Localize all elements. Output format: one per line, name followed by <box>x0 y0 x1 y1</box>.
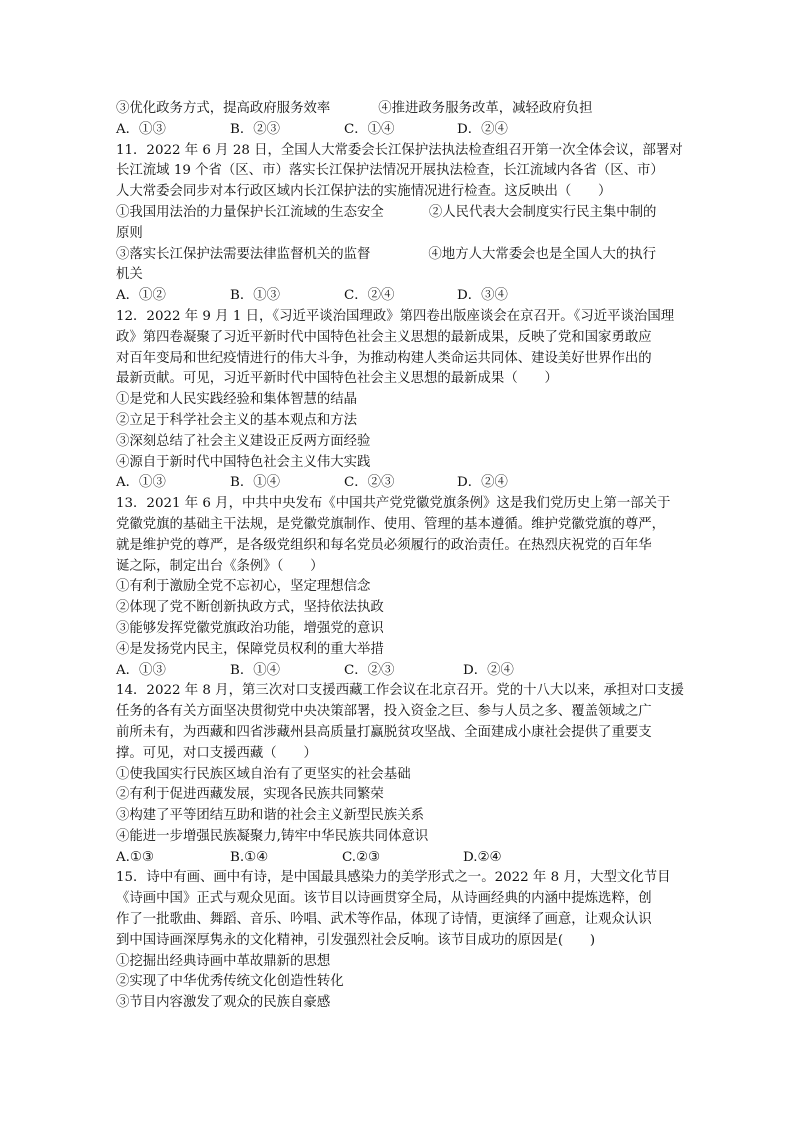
question-stem-line: 长江流域 19 个省（区、市）落实长江保护法情况开展执法检查，长江流域内各省（区、市） <box>116 163 664 179</box>
question-13-answers <box>116 661 686 682</box>
question-10-answers <box>116 120 686 141</box>
question-11-option-row <box>116 245 686 266</box>
answer-b: B．①④ <box>230 475 281 491</box>
option-3: ③落实长江保护法需要法律监督机关的监督 <box>116 246 371 262</box>
option-4: ④源自于新时代中国特色社会主义伟大实践 <box>116 454 371 470</box>
option-3: ③能够发挥党徽党旗政治功能，增强党的意识 <box>116 620 384 636</box>
option-3: ③节目内容激发了观众的民族自豪感 <box>116 995 331 1011</box>
question-10-options <box>116 99 686 120</box>
option-1: ①有利于激励全党不忘初心，坚定理想信念 <box>116 579 371 595</box>
question-stem-line: 撑。可见，对口支援西藏（ ） <box>116 745 317 761</box>
answer-c: C．②④ <box>344 288 395 304</box>
exam-content <box>116 99 686 1014</box>
question-stem-line: 11．2022 年 6 月 28 日，全国人大常委会长江保护法执法检查组召开第一次全体会议，部署对 <box>116 142 683 158</box>
option-2-continued: 原则 <box>116 225 143 241</box>
question-12 <box>116 307 686 494</box>
answer-a: A.①③ <box>116 849 154 865</box>
question-stem-line: 对百年变局和世纪疫情进行的伟大斗争，为推动构建人类命运共同体、建设美好世界作出的 <box>116 350 652 366</box>
option-2: ②有利于促进西藏发展，实现各民族共同繁荣 <box>116 787 384 803</box>
question-11 <box>116 141 686 307</box>
option-2: ②体现了党不断创新执政方式，坚持依法执政 <box>116 600 384 616</box>
answer-c: C．①④ <box>344 121 395 137</box>
option-4-continued: 机关 <box>116 267 143 283</box>
question-stem-line: 党徽党旗的基础主干法规，是党徽党旗制作、使用、管理的基本遵循。维护党徽党旗的尊严， <box>116 516 666 532</box>
question-stem-line: 前所未有，为西藏和四省涉藏州县高质量打赢脱贫攻坚战、全面建成小康社会提供了重要支 <box>116 724 652 740</box>
option-2: ②实现了中华优秀传统文化创造性转化 <box>116 974 344 990</box>
answer-b: B．①③ <box>230 288 281 304</box>
answer-d: D．②④ <box>463 662 514 678</box>
answer-a: A．①③ <box>116 662 166 678</box>
question-stem-line: 《诗画中国》正式与观众见面。该节目以诗画贯穿全局，从诗画经典的内涵中提炼选粹，创 <box>116 891 652 907</box>
answer-b: B．①④ <box>230 662 281 678</box>
question-stem-line: 13．2021 年 6 月，中共中央发布《中国共产党党徽党旗条例》这是我们党历史上第一部关于 <box>116 496 671 512</box>
question-14-answers <box>116 848 686 869</box>
question-stem-line: 到中国诗画深厚隽永的文化精神，引发强烈社会反响。该节目成功的原因是( ) <box>116 932 596 948</box>
question-14 <box>116 681 686 868</box>
option-3: ③构建了平等团结互助和谐的社会主义新型民族关系 <box>116 808 424 824</box>
option-3: ③深刻总结了社会主义建设正反两方面经验 <box>116 433 371 449</box>
option-4: ④是发扬党内民主，保障党员权利的重大举措 <box>116 641 384 657</box>
question-stem-line: 人大常委会同步对本行政区域内长江保护法的实施情况进行检查。这反映出（ ） <box>116 184 612 200</box>
answer-a: A．①③ <box>116 475 166 491</box>
option-2: ②人民代表大会制度实行民主集中制的 <box>428 204 657 220</box>
option-1: ①是党和人民实践经验和集体智慧的结晶 <box>116 392 358 408</box>
answer-a: A．①③ <box>116 121 166 137</box>
question-stem-line: 最新贡献。可见，习近平新时代中国特色社会主义思想的最新成果（ ） <box>116 371 558 387</box>
option-3: ③优化政务方式，提高政府服务效率 <box>116 101 331 116</box>
answer-c: C．②③ <box>344 662 395 678</box>
answer-c: C.②③ <box>342 849 381 865</box>
answer-b: B.①④ <box>230 849 269 865</box>
option-1: ①我国用法治的力量保护长江流域的生态安全 <box>116 204 384 220</box>
question-stem-line: 就是维护党的尊严，是各级党组织和每名党员必须履行的政治责任。在热烈庆祝党的百年华 <box>116 537 652 553</box>
question-11-option-row <box>116 203 686 224</box>
option-1: ①挖掘出经典诗画中革故鼎新的思想 <box>116 953 331 969</box>
answer-d: D．②④ <box>457 121 508 137</box>
question-13 <box>116 494 686 681</box>
question-stem-line: 作了一批歌曲、舞蹈、音乐、吟唱、武术等作品，体现了诗情，更演绎了画意，让观众认识 <box>116 912 652 928</box>
option-4: ④能进一步增强民族凝聚力,铸牢中华民族共同体意识 <box>116 828 429 844</box>
question-stem-line: 12．2022 年 9 月 1 日，《习近平谈治国理政》第四卷出版座谈会在京召开。《习近平谈治国理 <box>116 308 675 324</box>
question-12-answers <box>116 473 686 494</box>
question-11-answers <box>116 286 686 307</box>
option-2: ②立足于科学社会主义的基本观点和方法 <box>116 412 358 428</box>
question-stem-line: 15．诗中有画、画中有诗，是中国最具感染力的美学形式之一。2022 年 8 月，大型文化节目 <box>116 870 671 886</box>
answer-d: D．②④ <box>457 475 508 491</box>
answer-d: D．③④ <box>457 288 508 304</box>
option-1: ①使我国实行民族区域自治有了更坚实的社会基础 <box>116 766 411 782</box>
question-stem-line: 诞之际，制定出台《条例》（ ） <box>116 558 324 574</box>
answer-b: B．②③ <box>230 121 281 137</box>
question-stem-line: 政》第四卷凝聚了习近平新时代中国特色社会主义思想的最新成果，反映了党和国家勇敢应 <box>116 329 652 345</box>
option-4: ④推进政务服务改革，减轻政府负担 <box>378 101 593 116</box>
question-stem-line: 任务的各有关方面坚决贯彻党中央决策部署，投入资金之巨、参与人员之多、覆盖领域之广 <box>116 704 652 720</box>
question-stem-line: 14．2022 年 8 月，第三次对口支援西藏工作会议在北京召开。党的十八大以来，承担对口支援 <box>116 683 684 699</box>
answer-c: C．②③ <box>344 475 395 491</box>
option-4: ④地方人大常委会也是全国人大的执行 <box>428 246 657 262</box>
answer-d: D.②④ <box>463 849 502 865</box>
answer-a: A．①② <box>116 288 166 304</box>
question-15 <box>116 868 686 1014</box>
